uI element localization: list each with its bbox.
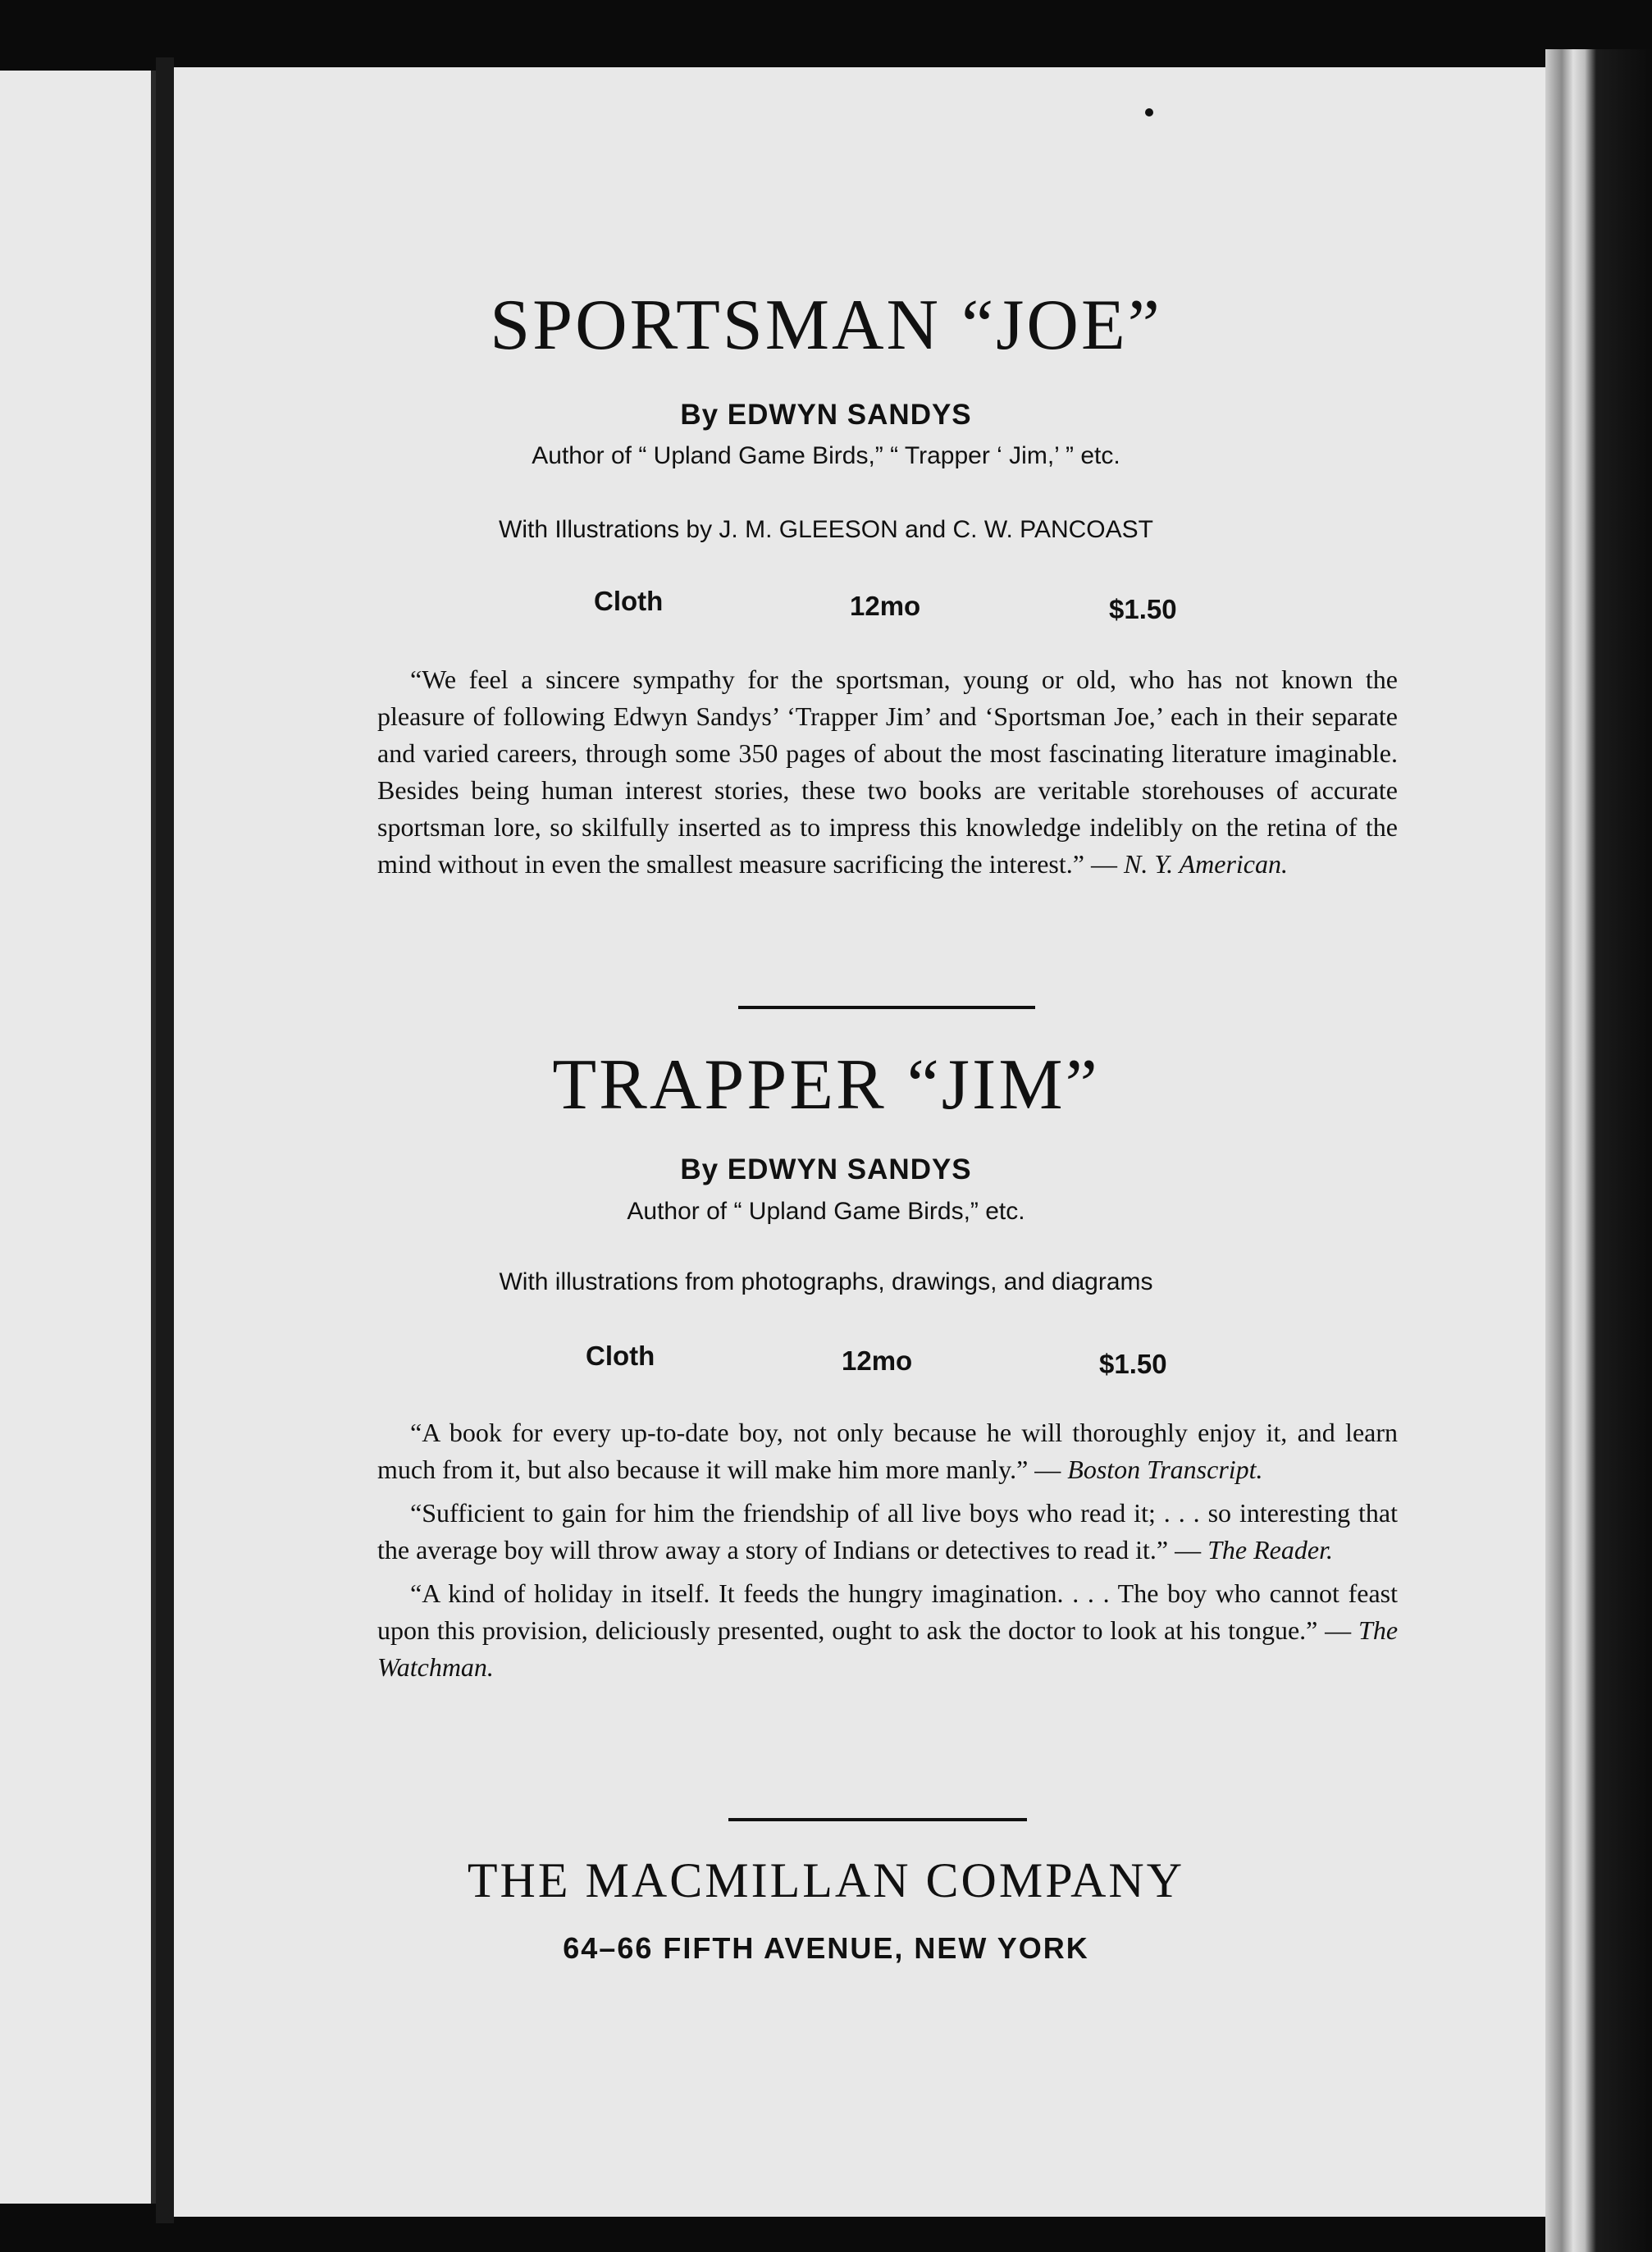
book2-size: 12mo — [842, 1345, 913, 1376]
ink-speck — [1145, 108, 1153, 116]
review-text: “Sufficient to gain for him the friendship of all live boys who read it; . . . so interesting that the average boy will throw away a story of Indians or detectives to read it.” — — [377, 1498, 1398, 1565]
review-source: Boston Transcript. — [1067, 1455, 1263, 1484]
divider — [728, 1818, 1027, 1821]
book2-binding: Cloth — [586, 1341, 655, 1371]
book1-illustrations: With Illustrations by J. M. GLEESON and C. W. PANCOAST — [499, 516, 1153, 543]
book1-size: 12mo — [850, 591, 921, 621]
book2-reviews — [377, 1414, 1398, 1692]
book1-author-of: Author of “ Upland Game Birds,” “ Trapper ‘ Jim,’ ” etc. — [532, 442, 1120, 469]
divider — [738, 1006, 1035, 1009]
review-source: The Reader. — [1207, 1535, 1333, 1565]
book2-illustrations: With illustrations from photographs, drawings, and diagrams — [499, 1268, 1153, 1295]
book1-binding: Cloth — [594, 586, 664, 616]
book2-author-of: Author of “ Upland Game Birds,” etc. — [627, 1198, 1025, 1225]
publisher-name: THE MACMILLAN COMPANY — [467, 1853, 1185, 1907]
book2-title: TRAPPER “JIM” — [552, 1045, 1100, 1125]
review-source: The Watchman. — [377, 1615, 1399, 1682]
book1-review — [377, 661, 1398, 883]
review-text: “A kind of holiday in itself. It feeds the hungry imagination. . . . The boy who cannot feast upon this provision, deliciously presented, ought to ask the doctor to look at his tongue.” — — [377, 1578, 1398, 1645]
review-text: “A book for every up-to-date boy, not only because he will thoroughly enjoy it, and learn much from it, but also because it will make him more manly.” — — [377, 1418, 1398, 1484]
review-text: “We feel a sincere sympathy for the sportsman, young or old, who has not known the pleasure of following Edwyn Sandys’ ‘Trapper Jim’ and ‘Sportsman Joe,’ each in their separate and varied careers, through some 350 pages of about the most fascinating literature imaginable. Besides being human interest stories, these two books are veritable storehouses of accurate sportsman lore, so skilfully inserted as to impress this knowledge indelibly on the retina of the mind without in even the smallest measure sacrificing the interest.” — — [377, 665, 1398, 879]
book1-price: $1.50 — [1109, 594, 1177, 624]
book2-byline: By EDWYN SANDYS — [680, 1153, 972, 1185]
page-edge — [1545, 49, 1652, 2252]
book2-price: $1.50 — [1099, 1349, 1167, 1379]
publisher-address: 64–66 FIFTH AVENUE, NEW YORK — [563, 1931, 1089, 1965]
book1-byline: By EDWYN SANDYS — [680, 399, 972, 431]
book1-title: SPORTSMAN “JOE” — [490, 285, 1162, 365]
review-source: N. Y. American. — [1123, 849, 1288, 879]
